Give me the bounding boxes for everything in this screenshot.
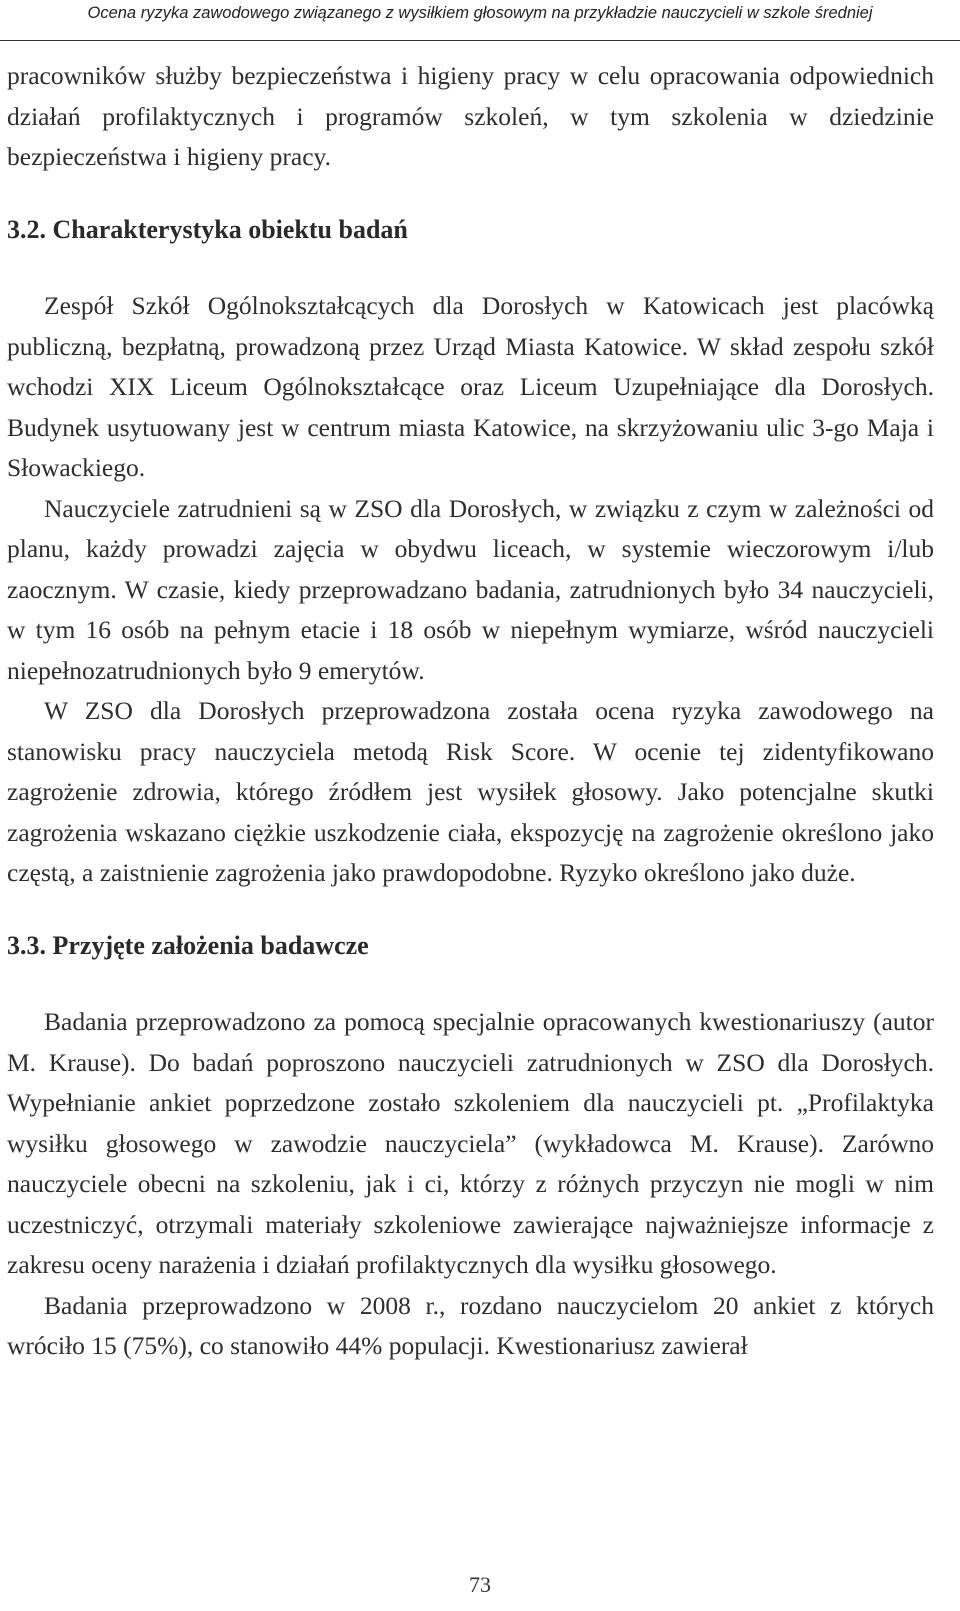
paragraph-continuation: pracowników służby bezpieczeństwa i higieny pracy w celu opracowania odpowiednich działań profilaktycznych i programów szkoleń, w tym szkolenia w dziedzinie bezpieczeństwa i higieny pracy. [7,61,934,171]
paragraph-survey: Badania przeprowadzono w 2008 r., rozdano nauczycielom 20 ankiet z których wróciło 15 (75%), co stanowiło 44% populacji. Kwestionariusz zawierał [7,1290,934,1360]
page-body [7,56,934,1367]
section-heading-3-2: 3.2. Charakterystyka obiektu badań [7,214,408,244]
page-number: 73 [469,1572,491,1597]
paragraph-teachers: Nauczyciele zatrudnieni są w ZSO dla Dorosłych, w związku z czym w zależności od planu, każdy prowadzi zajęcia w obydwu liceach, w systemie wieczorowym i/lub zaocznym. W czasie, kiedy przeprowadzano badania, zatrudnionych było 34 nauczycieli, w tym 16 osób na pełnym etacie i 18 osób w niepełnym wymiarze, wśród nauczycieli niepełnozatrudnionych było 9 emerytów. [7,493,934,685]
paragraph-risk-assessment: W ZSO dla Dorosłych przeprowadzona została ocena ryzyka zawodowego na stanowisku pracy nauczyciela metodą Risk Score. W ocenie tej zidentyfikowano zagrożenie zdrowia, którego źródłem jest wysiłek głosowy. Jako potencjalne skutki zagrożenia wskazano ciężkie uszkodzenie ciała, ekspozycję na zagrożenie określono jako częstą, a zaistnienie zagrożenia jako prawdopodobne. Ryzyko określono jako duże. [7,696,934,887]
running-header: Ocena ryzyka zawodowego związanego z wysiłkiem głosowym na przykładzie nauczycieli w szkole średniej [0,0,960,41]
paragraph-object-description: Zespół Szkół Ogólnokształcących dla Dorosłych w Katowicach jest placówką publiczną, bezpłatną, prowadzoną przez Urząd Miasta Katowice. W skład zespołu szkół wchodzi XIX Liceum Ogólnokształcące oraz Liceum Uzupełniające dla Dorosłych. Budynek usytuowany jest w centrum miasta Katowice, na skrzyżowaniu ulic 3-go Maja i Słowackiego. [7,291,934,482]
paragraph-method: Badania przeprowadzono za pomocą specjalnie opracowanych kwestionariuszy (autor M. Krause). Do badań poproszono nauczycieli zatrudnionych w ZSO dla Dorosłych. Wypełnianie ankiet poprzedzone zostało szkoleniem dla nauczycieli pt. „Profilaktyka wysiłku głosowego w zawodzie nauczyciela” (wykładowca M. Krause). Zarówno nauczyciele obecni na szkoleniu, jak i ci, którzy z różnych przyczyn nie mogli w nim uczestniczyć, otrzymali materiały szkoleniowe zawierające najważniejsze informacje z zakresu oceny narażenia i działań profilaktycznych dla wysiłku głosowego. [7,1007,934,1279]
section-heading-3-3: 3.3. Przyjęte założenia badawcze [7,930,369,960]
